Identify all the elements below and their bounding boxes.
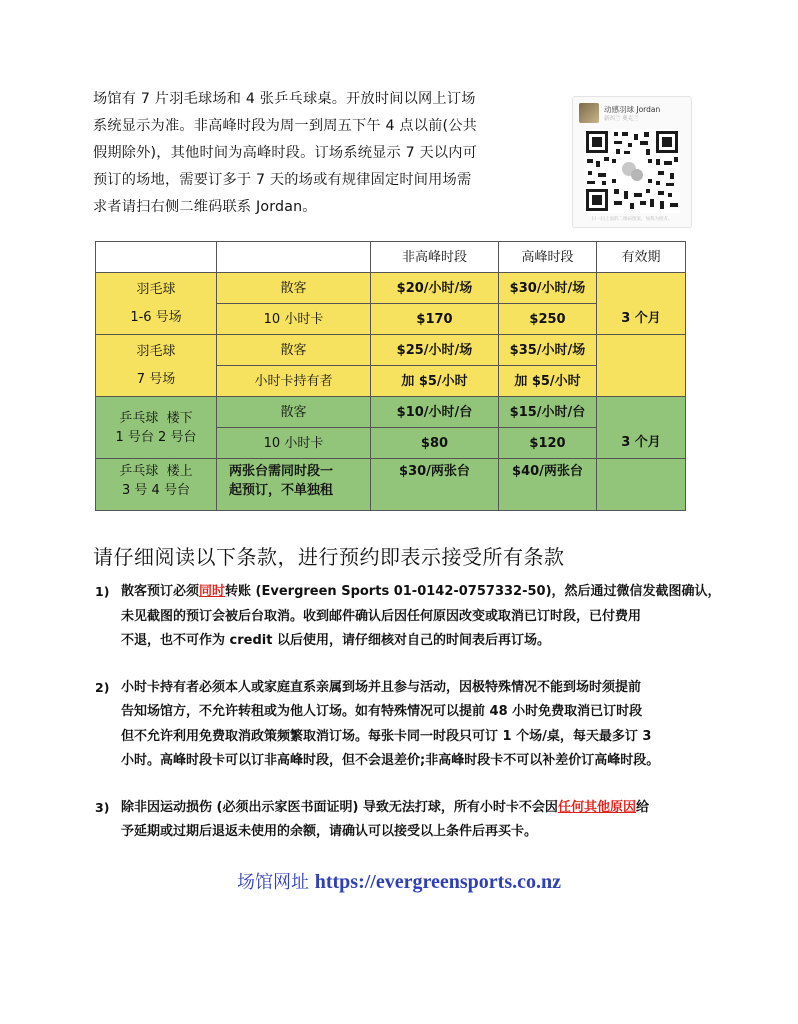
validity-cell <box>597 273 686 335</box>
term-number: 1) <box>95 584 110 599</box>
term-line <box>121 580 725 605</box>
price-cell: $25/小时/场 <box>371 335 499 366</box>
list-item <box>95 580 725 654</box>
intro-line: 假期除外)，其他时间为高峰时段。订场系统显示 7 天以内可 <box>93 145 478 161</box>
table-number: 3 号 4 号台 <box>122 483 190 498</box>
header-cell-empty <box>96 242 217 273</box>
badminton-1-6-label <box>96 273 217 335</box>
table-row <box>96 335 686 366</box>
table-number: 1 号台 2 号台 <box>115 429 197 445</box>
term-line: 予延期或过期后退返未使用的余额，请确认可以接受以上条件后再买卡。 <box>121 824 538 839</box>
term-line: 不退，也不可作为 credit 以后使用，请仔细核对自己的时间表后再订场。 <box>121 633 550 648</box>
qr-footer-hint: 扫一扫上面的二维码图案，加我为朋友。 <box>591 217 673 222</box>
court-name: 羽毛球 <box>136 282 176 297</box>
term-text: 转账 (Evergreen Sports 01-0142-0757332-50)，然后通过微信发截图确认， <box>225 584 721 599</box>
court-name: 羽毛球 <box>136 344 176 359</box>
walkin-label: 散客 <box>217 335 371 366</box>
emphasis-text: 任何其他原因 <box>557 799 636 815</box>
qr-contact-name: 动感羽球 Jordan <box>604 104 661 114</box>
term-line: 小时。高峰时段卡可以订非高峰时段，但不会退差价;非高峰时段卡不可以补差价订高峰时段。 <box>121 753 660 768</box>
header-offpeak: 非高峰时段 <box>371 242 499 273</box>
validity-cell <box>597 459 686 511</box>
table-name: 乒乓球 楼下 <box>119 410 193 426</box>
table-row <box>96 397 686 428</box>
walkin-label: 散客 <box>217 273 371 304</box>
price-cell: 加 $5/小时 <box>499 366 597 397</box>
court-number: 7 号场 <box>136 372 176 387</box>
qr-contact-location: 新西兰 奥克兰 <box>604 115 639 122</box>
validity-cell <box>597 397 686 459</box>
price-cell: 加 $5/小时 <box>371 366 499 397</box>
validity-value: 3 个月 <box>621 435 661 450</box>
price-cell: $80 <box>371 428 499 459</box>
header-cell-empty <box>217 242 371 273</box>
list-item <box>95 796 725 845</box>
badminton-7-label <box>96 335 217 397</box>
header-peak: 高峰时段 <box>499 242 597 273</box>
price-cell: $170 <box>371 304 499 335</box>
price-cell: $10/小时/台 <box>371 397 499 428</box>
court-number: 1-6 号场 <box>130 310 182 325</box>
price-cell: $30/两张台 <box>371 459 499 511</box>
table-row <box>96 459 686 511</box>
header-validity: 有效期 <box>597 242 686 273</box>
booking-note-line: 起预订，不单独租 <box>229 483 334 498</box>
qr-code-icon <box>584 129 680 213</box>
intro-line: 场馆有 7 片羽毛球场和 4 张乒乓球桌。开放时间以网上订场 <box>93 91 476 107</box>
validity-value: 3 个月 <box>621 311 661 326</box>
website-line <box>0 868 798 894</box>
terms-list <box>95 580 725 867</box>
term-line <box>121 796 725 821</box>
price-cell: $20/小时/场 <box>371 273 499 304</box>
tabletennis-downstairs-label <box>96 397 217 459</box>
list-item <box>95 676 725 774</box>
booking-note <box>217 459 371 511</box>
term-line: 告知场馆方，不允许转租或为他人订场。如有特殊情况可以提前 48 小时免费取消已订时段 <box>121 704 643 719</box>
tabletennis-upstairs-label <box>96 459 217 511</box>
term-text: 散客预订必须 <box>121 584 200 599</box>
avatar <box>579 103 599 123</box>
term-text: 给 <box>635 799 649 815</box>
validity-cell <box>597 335 686 397</box>
website-link[interactable]: https://evergreensports.co.nz <box>314 871 561 893</box>
intro-paragraph <box>93 86 573 221</box>
price-cell: $120 <box>499 428 597 459</box>
emphasis-text: 同时 <box>199 584 226 599</box>
table-header-row <box>96 242 686 273</box>
table-row <box>96 273 686 304</box>
booking-note-line: 两张台需同时段一 <box>229 464 334 479</box>
holder-label: 小时卡持有者 <box>217 366 371 397</box>
card-label: 10 小时卡 <box>217 428 371 459</box>
intro-line: 求者请扫右侧二维码联系 Jordan。 <box>93 199 317 215</box>
terms-heading: 请仔细阅读以下条款，进行预约即表示接受所有条款 <box>93 545 565 569</box>
intro-line: 系统显示为准。非高峰时段为周一到周五下午 4 点以前(公共 <box>93 118 478 134</box>
term-line: 但不允许利用免费取消政策频繁取消订场。每张卡同一时段只可订 1 个场/桌，每天最多订 3 <box>121 728 652 744</box>
term-number: 2) <box>95 679 110 695</box>
term-line: 小时卡持有者必须本人或家庭直系亲属到场并且参与活动，因极特殊情况不能到场时须提前 <box>121 679 642 695</box>
term-text: 除非因运动损伤 (必须出示家医书面证明) 导致无法打球，所有小时卡不会因 <box>121 799 558 815</box>
table-name: 乒乓球 楼上 <box>119 464 193 479</box>
price-cell: $40/两张台 <box>499 459 597 511</box>
website-label: 场馆网址 <box>237 872 309 893</box>
intro-line: 预订的场地，需要订多于 7 天的场或有规律固定时间用场需 <box>93 172 472 188</box>
pricing-table <box>95 241 686 511</box>
price-cell: $30/小时/场 <box>499 273 597 304</box>
price-cell: $15/小时/台 <box>499 397 597 428</box>
walkin-label: 散客 <box>217 397 371 428</box>
price-cell: $250 <box>499 304 597 335</box>
term-line: 未见截图的预订会被后台取消。收到邮件确认后因任何原因改变或取消已订时段，已付费用 <box>121 608 642 624</box>
price-cell: $35/小时/场 <box>499 335 597 366</box>
qr-header <box>579 103 660 123</box>
wechat-qr-card <box>572 96 692 228</box>
term-number: 3) <box>95 799 110 815</box>
card-label: 10 小时卡 <box>217 304 371 335</box>
